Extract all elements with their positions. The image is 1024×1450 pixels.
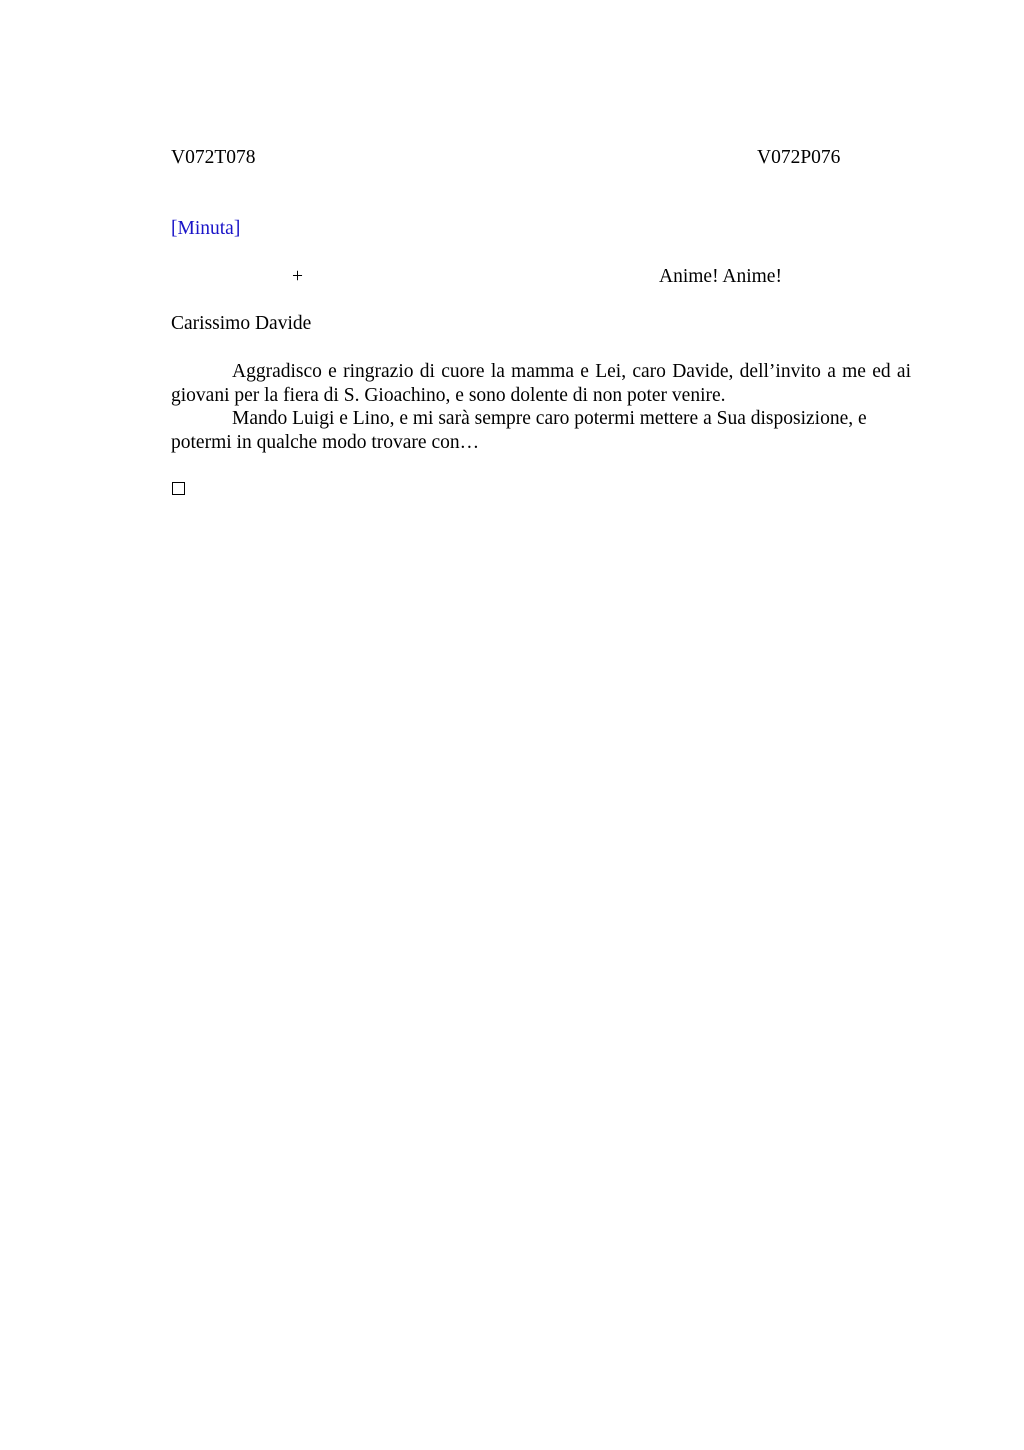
- cross-symbol: +: [292, 266, 303, 287]
- letter-paragraph: Aggradisco e ringrazio di cuore la mamma e Lei, caro Davide, dell’invito a me ed ai giovani per la fiera di S. Gioachino, e sono dolente di non poter venire.: [171, 361, 911, 406]
- minuta-note: [Minuta]: [171, 218, 241, 239]
- letter-body: [171, 360, 911, 454]
- motto-text: Anime! Anime!: [659, 266, 782, 287]
- letter-salutation: Carissimo Davide: [171, 313, 312, 334]
- letter-paragraph: Mando Luigi e Lino, e mi sarà sempre caro potermi mettere a Sua disposizione, e potermi in qualche modo trovare con…: [171, 408, 867, 453]
- document-code-right: V072P076: [757, 147, 841, 168]
- empty-square-icon: [172, 482, 185, 495]
- document-code-left: V072T078: [171, 147, 256, 168]
